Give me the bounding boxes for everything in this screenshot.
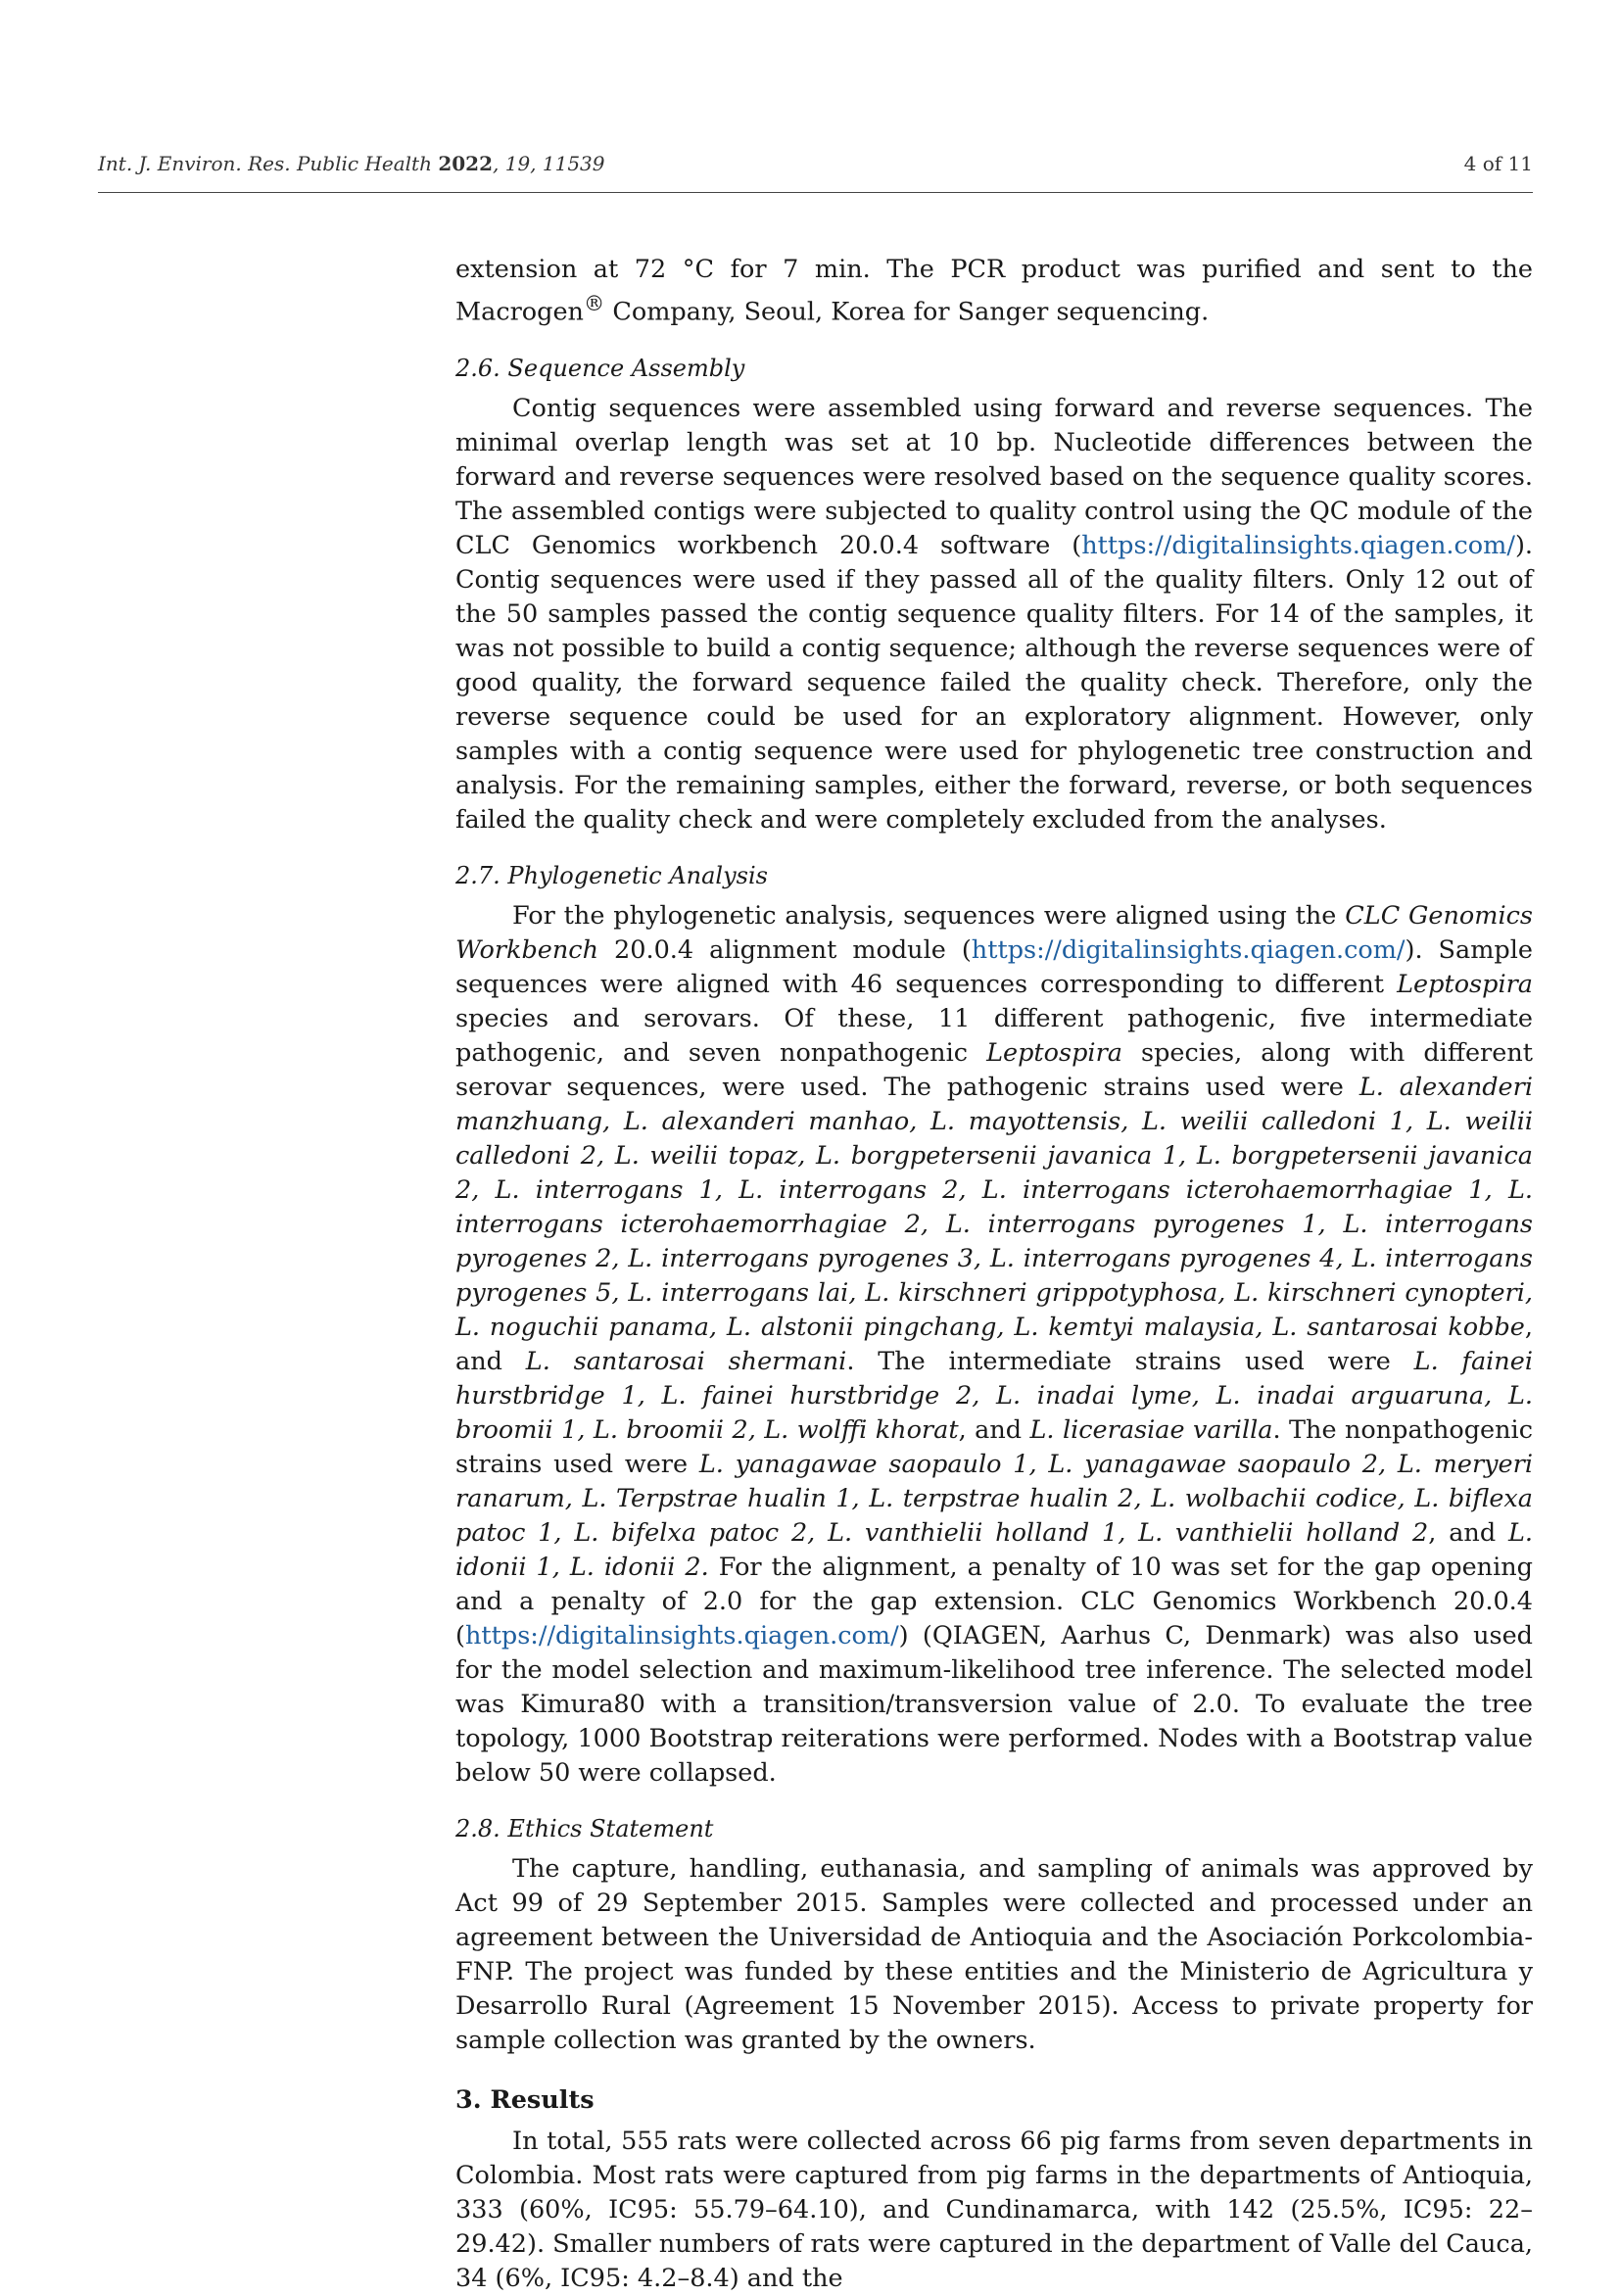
section-2-7-paragraph [455, 899, 1533, 1791]
paragraph-text: , and [1428, 1517, 1508, 1548]
header-divider [98, 192, 1533, 193]
section-2-8-paragraph: The capture, handling, euthanasia, and sampling of animals was approved by Act 99 of 29 September 2015. Samples were collected and processed under an agreement between the Universidad de Antioquia and the Asociación Porkcolombia-FNP. The project was funded by these entities and the Ministerio de Agricultura y Desarrollo Rural (Agreement 15 November 2015). Access to private property for sample collection was granted by the owners. [455, 1853, 1533, 2055]
pathogenic-strain-last: L. santarosai shermani [525, 1346, 847, 1376]
nonpathogenic-strain-last: L. idonii 1, L. idonii 2. [455, 1517, 1533, 1582]
paragraph-text: ) (QIAGEN, Aarhus C, Denmark) was also used for the model selection and maximum-likelihood tree inference. The selected model was Kimura80 with a transition/transversion value of 2.0. To evaluate the tree topology, 1000 Bootstrap reiterations were performed. Nodes with a Bootstrap value below 50 were collapsed. [455, 1620, 1533, 1788]
section-2-6-paragraph [455, 392, 1533, 837]
paragraph-text: . The intermediate strains used were [846, 1346, 1414, 1376]
section-2-6-title: 2.6. Sequence Assembly [455, 354, 745, 382]
paragraph-text: For the alignment, a penalty of 10 was set for the gap opening and a penalty of 2.0 for the gap extension. CLC Genomics Workbench 20.0.4 ( [455, 1552, 1534, 1650]
paragraph-text: species and serovars. Of these, 11 different pathogenic, five intermediate pathogenic, and seven nonpathogenic [455, 1003, 1533, 1068]
paragraph-text: , and [455, 1312, 1533, 1376]
intro-paragraph [455, 253, 1533, 330]
intermediate-strain-last: L. licerasiae varilla [1029, 1414, 1273, 1445]
journal-name: Int. J. Environ. Res. Public Health [98, 152, 432, 175]
paragraph-text: . The nonpathogenic strains used were [455, 1414, 1533, 1479]
page-number: 4 of 11 [1463, 152, 1533, 175]
paragraph-text: ). Contig sequences were used if they passed all of the quality filters. Only 12 out of the 50 samples passed the contig sequence quality filters. For 14 of the samples, it was not possible to build a contig sequence; although the reverse sequences were of good quality, the forward sequence failed the quality check. Therefore, only the reverse sequence could be used for an exploratory alignment. However, only samples with a contig sequence were used for phylogenetic tree construction and analysis. For the remaining samples, either the forward, reverse, or both sequences failed the quality check and were completely excluded from the analyses. [455, 530, 1533, 835]
qiagen-link[interactable]: https://digitalinsights.qiagen.com/ [464, 1620, 899, 1650]
section-3-title: 3. Results [455, 2084, 595, 2115]
paragraph-text: ). Sample sequences were aligned with 46 sequences corresponding to different [455, 934, 1533, 999]
intro-text: extension at 72 °C for 7 min. The PCR product was purified and sent to the Macrogen [455, 255, 1533, 327]
genus-name: Leptospira [986, 1037, 1122, 1068]
qiagen-link[interactable]: https://digitalinsights.qiagen.com/ [1081, 530, 1515, 560]
main-content [455, 253, 1533, 2296]
intro-text-end: Company, Seoul, Korea for Sanger sequencing. [604, 297, 1210, 327]
pathogenic-strain-list: L. alexanderi manzhuang, L. alexanderi manhao, L. mayottensis, L. weilii calledoni 1, L. weilii calledoni 2, L. weilii topaz, L. borgpetersenii javanica 1, L. borgpetersenii javanica 2, L. interrogans 1, L. interrogans 2, L. interrogans icterohaemorrhagiae 1, L. interrogans icterohaemorrhagiae 2, L. interrogans pyrogenes 1, L. interrogans pyrogenes 2, L. interrogans pyrogenes 3, L. interrogans pyrogenes 4, L. interrogans pyrogenes 5, L. interrogans lai, L. kirschneri grippotyphosa, L. kirschneri cynopteri, L. noguchii panama, L. alstonii pingchang, L. kemtyi malaysia, L. santarosai kobbe [455, 1072, 1533, 1342]
intermediate-strain-list: L. fainei hurstbridge 1, L. fainei hurstbridge 2, L. inadai lyme, L. inadai arguaruna, L. broomii 1, L. broomii 2, L. wolffi khorat [455, 1346, 1533, 1445]
paragraph-text: species, along with different serovar sequences, were used. The pathogenic strains used were [455, 1037, 1533, 1102]
publication-year: 2022 [438, 152, 493, 175]
section-2-8-title: 2.8. Ethics Statement [455, 1814, 714, 1842]
genus-name: Leptospira [1397, 969, 1533, 999]
registered-mark: ® [583, 292, 605, 316]
running-header [98, 149, 1533, 178]
section-2-7-title: 2.7. Phylogenetic Analysis [455, 861, 768, 889]
volume-article: , 19, 11539 [493, 152, 605, 175]
qiagen-link[interactable]: https://digitalinsights.qiagen.com/ [971, 934, 1406, 965]
paragraph-text: Contig sequences were assembled using forward and reverse sequences. The minimal overlap length was set at 10 bp. Nucleotide differences between the forward and reverse sequences were resolved based on the sequence quality scores. The assembled contigs were subjected to quality control using the QC module of the CLC Genomics workbench 20.0.4 software ( [455, 393, 1533, 560]
paragraph-text: , and [958, 1414, 1030, 1445]
software-name: CLC Genomics Workbench [455, 900, 1533, 965]
paragraph-text: 20.0.4 alignment module ( [598, 934, 972, 965]
paragraph-text: For the phylogenetic analysis, sequences were aligned using the [512, 900, 1346, 931]
nonpathogenic-strain-list: L. yanagawae saopaulo 1, L. yanagawae saopaulo 2, L. meryeri ranarum, L. Terpstrae hualin 1, L. terpstrae hualin 2, L. wolbachii codice, L. biflexa patoc 1, L. bifelxa patoc 2, L. vanthielii holland 1, L. vanthielii holland 2 [455, 1449, 1533, 1548]
section-3-paragraph: In total, 555 rats were collected across 66 pig farms from seven departments in Colombia. Most rats were captured from pig farms in the departments of Antioquia, 333 (60%, IC95: 55.79–64.10), and Cundinamarca, with 142 (25.5%, IC95: 22–29.42). Smaller numbers of rats were captured in the department of Valle del Cauca, 34 (6%, IC95: 4.2–8.4) and the [455, 2126, 1533, 2293]
